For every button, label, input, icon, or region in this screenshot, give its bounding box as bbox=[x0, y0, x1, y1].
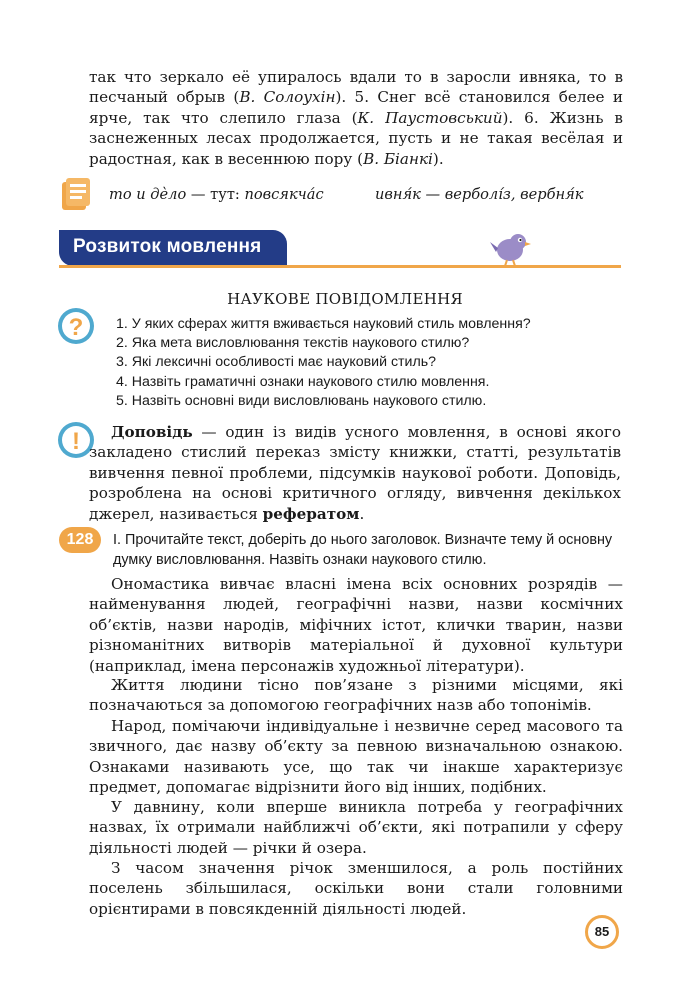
definition-end: . bbox=[359, 504, 365, 523]
question-list bbox=[116, 315, 531, 411]
bird-icon bbox=[488, 228, 532, 272]
section-banner: Розвиток мовлення bbox=[59, 230, 287, 266]
section-title: НАУКОВЕ ПОВІДОМЛЕННЯ bbox=[227, 290, 463, 308]
dictionary-book-icon bbox=[60, 176, 92, 216]
body-paragraph: Народ, помічаючи індивідуальне і незвичне серед масового та звичного, дає назву об’єкту за певною визначальною ознакою. Ознаками називають усе, що так чи інакше характеризує предмет, допомагає відрізнити його від інших, подібних. bbox=[89, 717, 623, 797]
vocab-word-2: ивня́к bbox=[375, 186, 421, 203]
definition-paragraph bbox=[89, 422, 621, 524]
top-paragraph-text-2: ). 5. Снег всё становился белее и ярче, так что слепило глаза ( bbox=[89, 88, 623, 127]
vocab-translation-2: верболі́з, вербня́к bbox=[444, 186, 584, 203]
banner-divider bbox=[59, 265, 621, 268]
author-bianki: В. Біанкі bbox=[363, 149, 433, 168]
top-paragraph-text-3: ). 6. Жизнь в заснеженных лесах продолжается, пусть и не такая весёлая и радостная, как в весеннюю пору ( bbox=[89, 108, 623, 168]
question-mark-icon bbox=[56, 304, 96, 354]
definition-text: — один із видів усного мовлення, в основі якого закладено стислий переказ змісту книжки, статті, результатів вивчення певної проблеми, підсумків наукової роботи. Доповідь, розроблена на основі критичного огляду, вивчення декількох джерел, називається bbox=[89, 423, 621, 523]
top-paragraph bbox=[89, 67, 623, 169]
question-item: 2. Яка мета висловлювання текстів наукового стилю? bbox=[116, 335, 470, 352]
author-soloukhin: В. Солоухін bbox=[239, 88, 336, 107]
question-item: 4. Назвіть граматичні ознаки наукового стилю мовлення. bbox=[116, 373, 490, 390]
vocab-separator-2: — bbox=[420, 186, 445, 203]
body-paragraph: Життя людини тісно пов’язане з різними місцями, які позначаються за допомогою географічних назв або топонімів. bbox=[89, 676, 623, 715]
svg-text:?: ? bbox=[68, 314, 84, 341]
question-item: 3. Які лексичні особливості має науковий стиль? bbox=[116, 354, 437, 371]
question-item: 5. Назвіть основні види висловлювань наукового стилю. bbox=[116, 392, 487, 409]
term-dopovid: Доповідь bbox=[111, 423, 193, 441]
author-paustovsky: К. Паустовський bbox=[357, 108, 503, 127]
vocab-word-1: то и дѐло bbox=[109, 186, 187, 203]
question-item: 1. У яких сферах життя вживається науковий стиль мовлення? bbox=[116, 316, 531, 332]
vocab-translation-1: повсякча́с bbox=[244, 186, 324, 203]
term-referat: рефератом bbox=[262, 504, 360, 523]
top-paragraph-text-4: ). bbox=[432, 149, 444, 168]
top-paragraph-text-1: так что зеркало её упиралось вдали то в заросли ивняка, то в песчаный обрыв ( bbox=[89, 68, 623, 107]
vocab-separator-1: — тут: bbox=[186, 186, 245, 203]
body-paragraph: Ономастика вивчає власні імена всіх основних розрядів — найменування людей, географічні назви, назви космічних об’єктів, назви народів, міфічних істот, клички тварин, назви різноманітних витворів матеріальної й духовної культури (наприклад, імена персонажів художньої літератури). bbox=[89, 575, 623, 675]
vocabulary-item-2 bbox=[375, 186, 584, 203]
task-instructions: І. Прочитайте текст, доберіть до нього заголовок. Визначте тему й основну думку висловлювання. Назвіть ознаки наукового стилю. bbox=[113, 532, 613, 568]
task-number-badge: 128 bbox=[59, 527, 101, 553]
page-number: 85 bbox=[585, 915, 619, 949]
vocabulary-item-1 bbox=[109, 186, 324, 203]
body-paragraph: З часом значення річок зменшилося, а роль постійних поселень збільшилася, оскільки вони стали головними орієнтирами в повсякденній діяльності людей. bbox=[89, 859, 623, 918]
svg-text:!: ! bbox=[72, 428, 80, 455]
body-paragraph: У давнину, коли вперше виникла потреба у географічних назвах, їх отримали найближчі об’єкти, які потрапили у сферу діяльності людей — річки й озера. bbox=[89, 798, 623, 857]
